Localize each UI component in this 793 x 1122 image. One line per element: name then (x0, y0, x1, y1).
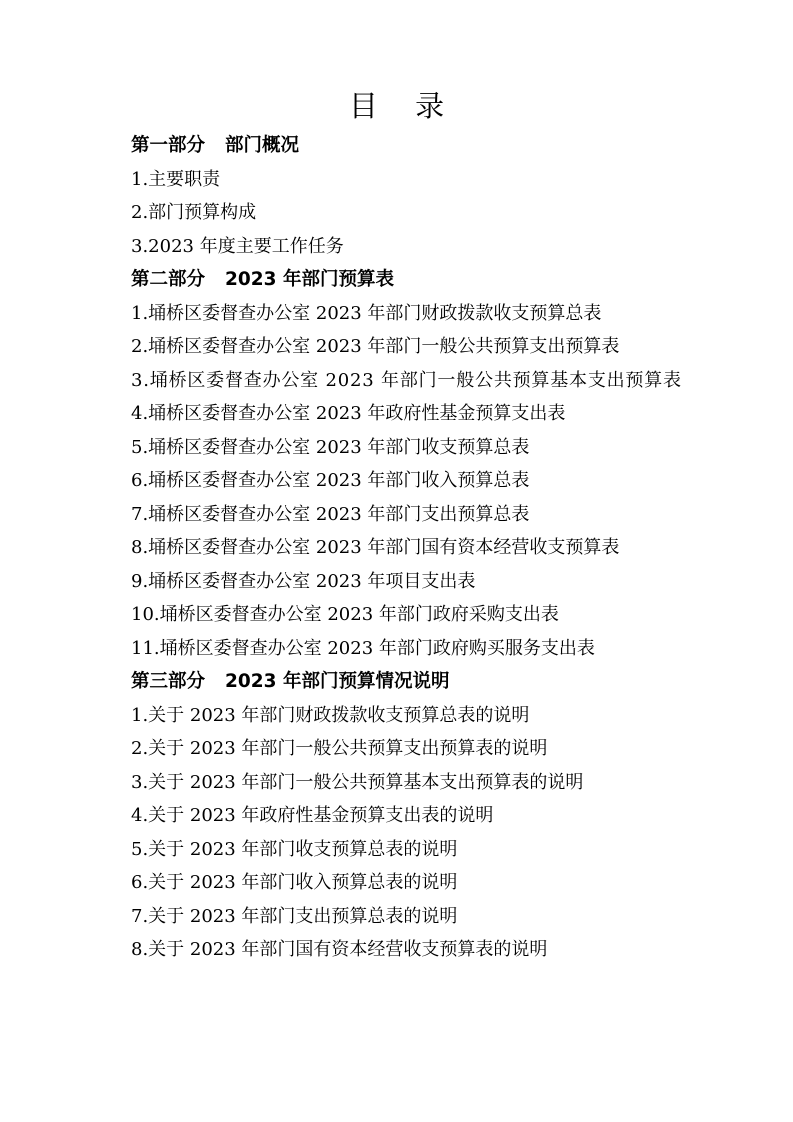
toc-item: 11.埇桥区委督查办公室 2023 年部门政府购买服务支出表 (131, 637, 595, 659)
toc-item: 2.埇桥区委督查办公室 2023 年部门一般公共预算支出预算表 (131, 336, 620, 357)
section-part-label: 第三部分 (131, 671, 206, 692)
toc-item: 2.关于 2023 年部门一般公共预算支出预算表的说明 (131, 738, 548, 759)
section-heading-part-1 (88, 129, 708, 163)
section-heading-part-3 (88, 665, 708, 699)
toc-item: 3.关于 2023 年部门一般公共预算基本支出预算表的说明 (131, 771, 584, 793)
toc-item: 4.埇桥区委督查办公室 2023 年政府性基金预算支出表 (131, 403, 566, 424)
section-heading-part-2 (88, 263, 708, 297)
section-name: 2023 年部门预算表 (225, 269, 394, 290)
toc-item: 1.主要职责 (131, 168, 221, 190)
toc-item: 2.部门预算构成 (131, 202, 257, 223)
toc-item: 5.埇桥区委督查办公室 2023 年部门收支预算总表 (131, 436, 530, 458)
section-part-label: 第二部分 (131, 269, 206, 290)
section-name: 2023 年部门预算情况说明 (225, 671, 450, 692)
toc-item: 8.关于 2023 年部门国有资本经营收支预算表的说明 (131, 939, 548, 960)
toc-item: 1.关于 2023 年部门财政拨款收支预算总表的说明 (131, 704, 530, 726)
table-of-contents (88, 129, 708, 967)
toc-item: 8.埇桥区委督查办公室 2023 年部门国有资本经营收支预算表 (131, 537, 620, 558)
page-title: 目 录 (348, 89, 459, 123)
section-name: 部门概况 (225, 135, 300, 156)
toc-item: 9.埇桥区委督查办公室 2023 年项目支出表 (131, 570, 476, 592)
toc-item: 4.关于 2023 年政府性基金预算支出表的说明 (131, 805, 494, 826)
toc-item: 10.埇桥区委督查办公室 2023 年部门政府采购支出表 (131, 604, 559, 625)
toc-item: 7.关于 2023 年部门支出预算总表的说明 (131, 905, 458, 927)
section-part-label: 第一部分 (131, 135, 206, 156)
toc-item: 6.关于 2023 年部门收入预算总表的说明 (131, 872, 458, 893)
toc-item: 7.埇桥区委督查办公室 2023 年部门支出预算总表 (131, 503, 530, 525)
toc-item: 3.2023 年度主要工作任务 (131, 235, 344, 257)
toc-item: 1.埇桥区委督查办公室 2023 年部门财政拨款收支预算总表 (131, 302, 602, 324)
toc-item: 5.关于 2023 年部门收支预算总表的说明 (131, 838, 458, 860)
toc-item: 3.埇桥区委督查办公室 2023 年部门一般公共预算基本支出预算表 (131, 369, 682, 391)
toc-item: 6.埇桥区委督查办公室 2023 年部门收入预算总表 (131, 470, 530, 491)
